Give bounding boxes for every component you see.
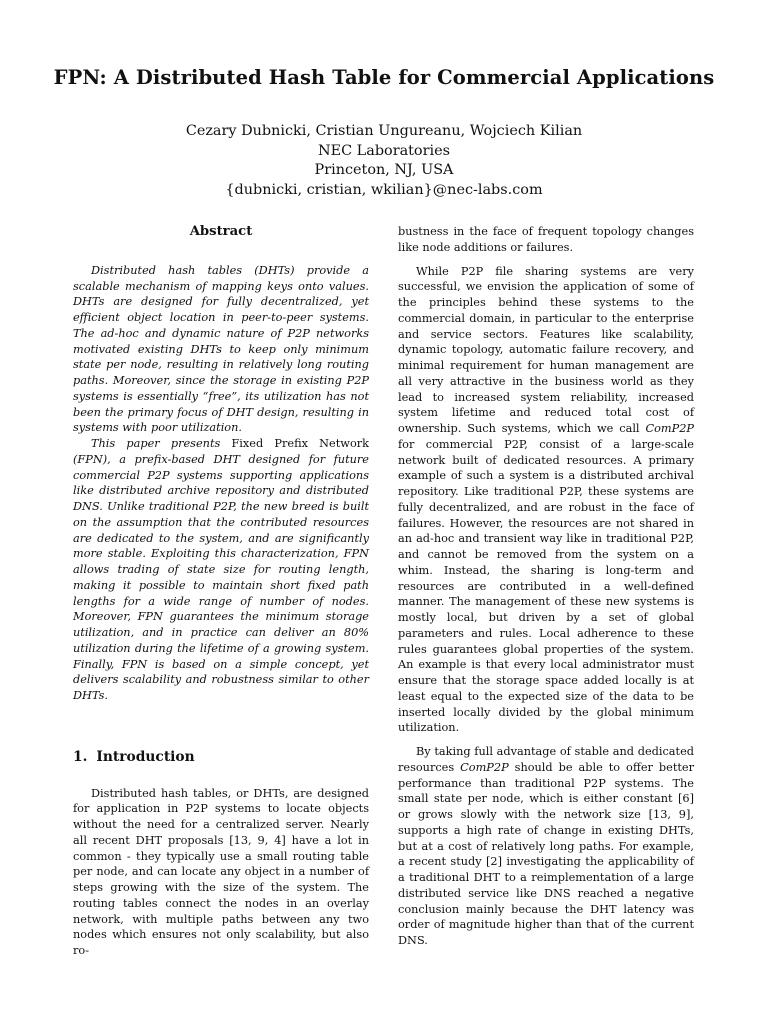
- section-number: 1.: [73, 748, 88, 765]
- abstract-p2-lead: This paper presents: [91, 437, 232, 450]
- abstract-p2-body: (FPN), a prefix-based DHT designed for future commercial P2P systems supporting applications like distributed archive repository and distributed DNS. Unlike traditional P2P, the new breed is built on the assumption that the contributed resources are dedicated to the system, and are significantly more stable. Exploiting this characterization, FPN allows trading of state size for routing length, making it possible to maintain short fixed path lengths for a wide range of number of nodes. Moreover, FPN guarantees the minimum storage utilization, and in practice can deliver an 80% utilization during the lifetime of a growing system. Finally, FPN is based on a simple concept, yet delivers scalability and robustness similar to other DHTs.: [73, 452, 369, 702]
- abstract-section: [73, 224, 369, 704]
- right-column: [398, 224, 694, 949]
- intro-p3-body: should be able to offer better performance than traditional P2P systems. The small state per node, which is either constant [6] or grows slowly with the network size [13, 9], supports a high rate of change in existing DHTs, but at a cost of relatively long paths. For example, a recent study [2] investigating the applicability of a traditional DHT to a reimplementation of a large distributed service like DNS reached a negative conclusion mainly because the DHT latency was order of magnitude higher than that of the current DNS.: [398, 760, 694, 947]
- author-names: Cezary Dubnicki, Cristian Ungureanu, Wojciech Kilian: [185, 123, 583, 139]
- affiliation: NEC Laboratories: [318, 142, 450, 159]
- abstract-heading: Abstract: [189, 224, 253, 239]
- intro-paragraph-3-text: [398, 744, 694, 949]
- abstract-paragraph-2: [73, 436, 369, 704]
- intro-p2-body: for commercial P2P, consist of a large-scale network built of dedicated resources. A primary example of such a system is a distributed archival repository. Like traditional P2P, these systems are fully decentralized, and are robust in the face of failures. However, the resources are not shared in an ad-hoc and transient way like in traditional P2P, and cannot be removed from the system on a whim. Instead, the sharing is long-term and resources are contributed in a well-defined manner. The management of these new systems is mostly local, but driven by a set of global parameters and rules. Local adherence to these rules guarantees global properties of the system. An example is that every local administrator must ensure that the storage space added locally is at least equal to the expected size of the data to be inserted locally divided by the global minimum utilization.: [398, 437, 694, 735]
- intro-p2-lead: While P2P file sharing systems are very successful, we envision the application of some of the principles behind these systems to the commercial domain, in particular to the enterprise and service sectors. Features like scalability, dynamic topology, automatic failure recovery, and minimal requirement for human management are all very attractive in the business world as they lead to increased system reliability, increased system lifetime and reduced total cost of ownership. Such systems, which we call: [398, 264, 694, 435]
- left-column: [73, 224, 369, 959]
- section-title: Introduction: [96, 748, 195, 765]
- introduction-heading: [73, 750, 369, 766]
- location: Princeton, NJ, USA: [314, 162, 454, 178]
- abstract-p2-term: Fixed Prefix Network: [231, 437, 369, 450]
- abstract-paragraph-1: Distributed hash tables (DHTs) provide a scalable mechanism of mapping keys onto values. DHTs are designed for fully decentralized, yet efficient object location in peer-to-peer systems. The ad-hoc and dynamic nature of P2P networks motivated existing DHTs to keep only minimum state per node, resulting in relatively long routing paths. Moreover, since the storage in existing P2P systems is essentially “free”, its utilization has not been the primary focus of DHT design, resulting in systems with poor utilization.: [73, 263, 369, 435]
- intro-paragraph-2-text: [398, 264, 694, 737]
- intro-paragraph-2: [398, 264, 694, 737]
- intro-paragraph-3: [398, 744, 694, 949]
- intro-paragraph-1-continued: [398, 224, 694, 256]
- intro-p3-term: ComP2P: [460, 760, 509, 774]
- intro-paragraph-1-cont-text: bustness in the face of frequent topology changes like node additions or failures.: [398, 225, 694, 254]
- intro-paragraph-1: Distributed hash tables, or DHTs, are designed for application in P2P systems to locate objects without the need for a centralized server. Nearly all recent DHT proposals [13, 9, 4] have a lot in common - they typically use a small routing table per node, and can locate any object in a number of steps growing with the size of the system. The routing tables connect the nodes in an overlay network, with multiple paths between any two nodes which ensures not only scalability, but also ro-: [73, 786, 369, 957]
- paper-title: FPN: A Distributed Hash Table for Commercial Applications: [53, 66, 715, 89]
- author-emails: {dubnicki, cristian, wkilian}@nec-labs.com: [225, 181, 543, 198]
- intro-p3-lead: By taking full advantage of stable and dedicated resources: [398, 745, 694, 774]
- intro-p2-term: ComP2P: [645, 422, 694, 435]
- author-block: [0, 122, 768, 200]
